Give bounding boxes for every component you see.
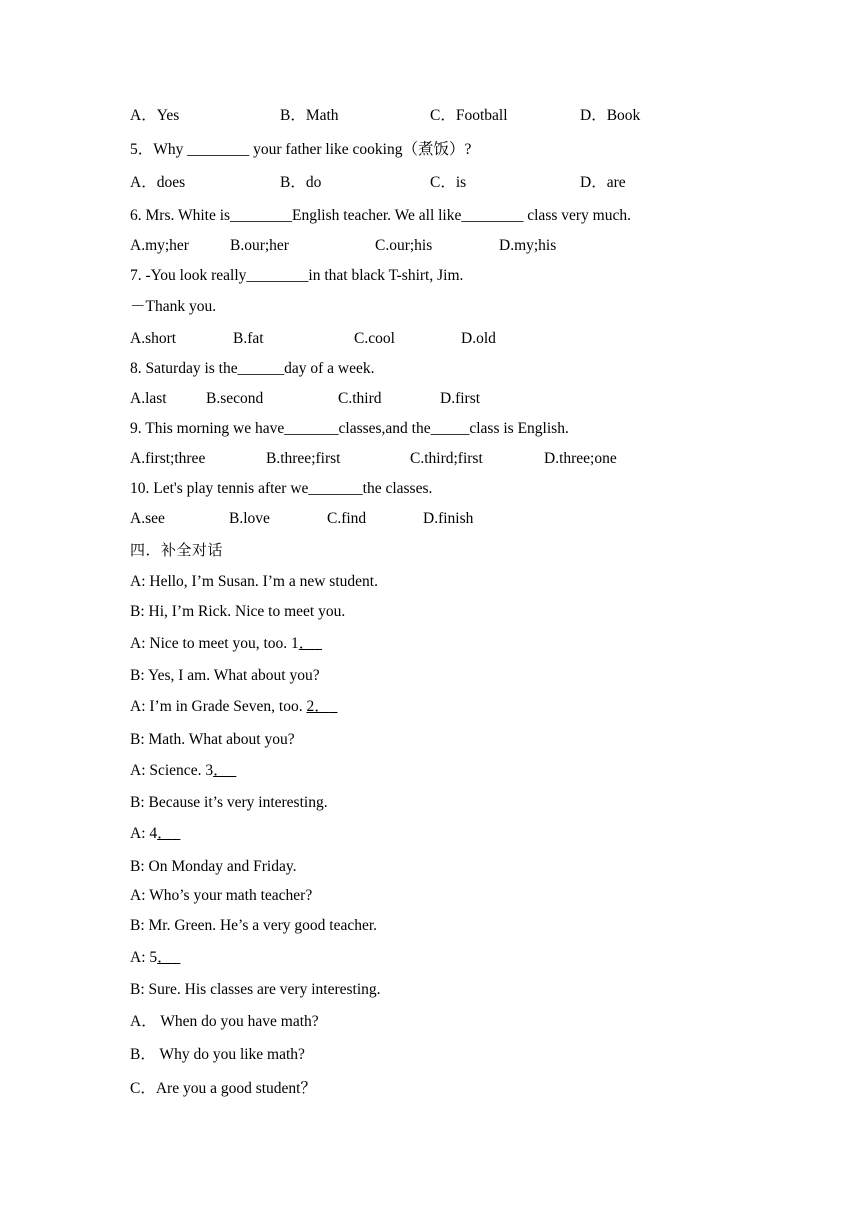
q9-option-b: B.three;first <box>266 450 341 467</box>
dialogue-line: A: I’m in Grade Seven, too. 2． <box>130 698 330 715</box>
q7-option-c: C.cool <box>354 330 395 347</box>
dialogue-line: B: Yes, I am. What about you? <box>130 667 320 684</box>
q5-option-a: A．does <box>130 174 186 191</box>
q4-option-c: C．Football <box>430 107 508 124</box>
q5-option-b: B．do <box>280 174 322 191</box>
q9-option-c: C.third;first <box>410 450 483 467</box>
dialogue-line: B: Mr. Green. He’s a very good teacher. <box>130 917 378 934</box>
q6-option-b: B.our;her <box>230 237 289 254</box>
q6-option-d: D.my;his <box>499 237 557 254</box>
dialogue-line: A: Nice to meet you, too. 1． <box>130 635 315 652</box>
answer-blank: ． <box>213 762 229 779</box>
q7-stem: 7. -You look really________in that black T-shirt, Jim. <box>130 267 464 284</box>
q8-option-d: D.first <box>440 390 481 407</box>
q9-option-d: D.three;one <box>544 450 617 467</box>
q7-option-b: B.fat <box>233 330 264 347</box>
choice-c: C．Are you a good student？ <box>130 1080 316 1097</box>
q7-reply: －Thank you. <box>130 298 217 315</box>
answer-blank: ． <box>298 635 315 652</box>
q7-option-d: D.old <box>461 330 496 347</box>
q7-option-a: A.short <box>130 330 177 347</box>
dialogue-line: B: On Monday and Friday. <box>130 858 297 875</box>
q9-option-a: A.first;three <box>130 450 206 467</box>
q8-stem: 8. Saturday is the______day of a week. <box>130 360 375 377</box>
choice-b: B． Why do you like math? <box>130 1046 305 1063</box>
q6-option-a: A.my;her <box>130 237 189 254</box>
q4-option-d: D．Book <box>580 107 641 124</box>
q8-option-b: B.second <box>206 390 264 407</box>
dialogue-line: A: Science. 3． <box>130 762 229 779</box>
q5-stem: 5．Why ________ your father like cooking（煮饭）? <box>130 141 472 158</box>
dialogue-line: B: Math. What about you? <box>130 731 295 748</box>
q5-option-d: D．are <box>580 174 626 191</box>
q10-option-c: C.find <box>327 510 367 527</box>
q10-option-a: A.see <box>130 510 165 527</box>
dialogue-line: A: Hello, I’m Susan. I’m a new student. <box>130 573 378 590</box>
q8-option-a: A.last <box>130 390 167 407</box>
dialogue-line: A: Who’s your math teacher? <box>130 887 313 904</box>
choice-a: A． When do you have math? <box>130 1013 319 1030</box>
q10-option-d: D.finish <box>423 510 474 527</box>
q4-option-b: B．Math <box>280 107 339 124</box>
dialogue-line: B: Sure. His classes are very interesting. <box>130 981 381 998</box>
answer-blank: ． <box>157 949 173 966</box>
q6-stem: 6. Mrs. White is________English teacher. We all like________ class very much. <box>130 207 631 224</box>
q10-stem: 10. Let's play tennis after we_______the classes. <box>130 480 433 497</box>
section-heading: 四．补全对话 <box>130 541 224 559</box>
q5-option-c: C．is <box>430 174 467 191</box>
dialogue-line: B: Because it’s very interesting. <box>130 794 328 811</box>
q8-option-c: C.third <box>338 390 382 407</box>
q4-option-a: A．Yes <box>130 107 180 124</box>
answer-blank: 2． <box>306 698 330 715</box>
q10-option-b: B.love <box>229 510 270 527</box>
q9-stem: 9. This morning we have_______classes,and the_____class is English. <box>130 420 569 437</box>
dialogue-line: A: 4． <box>130 825 173 842</box>
dialogue-line: A: 5． <box>130 949 173 966</box>
dialogue-line: B: Hi, I’m Rick. Nice to meet you. <box>130 603 346 620</box>
answer-blank: ． <box>157 825 173 842</box>
q6-option-c: C.our;his <box>375 237 433 254</box>
